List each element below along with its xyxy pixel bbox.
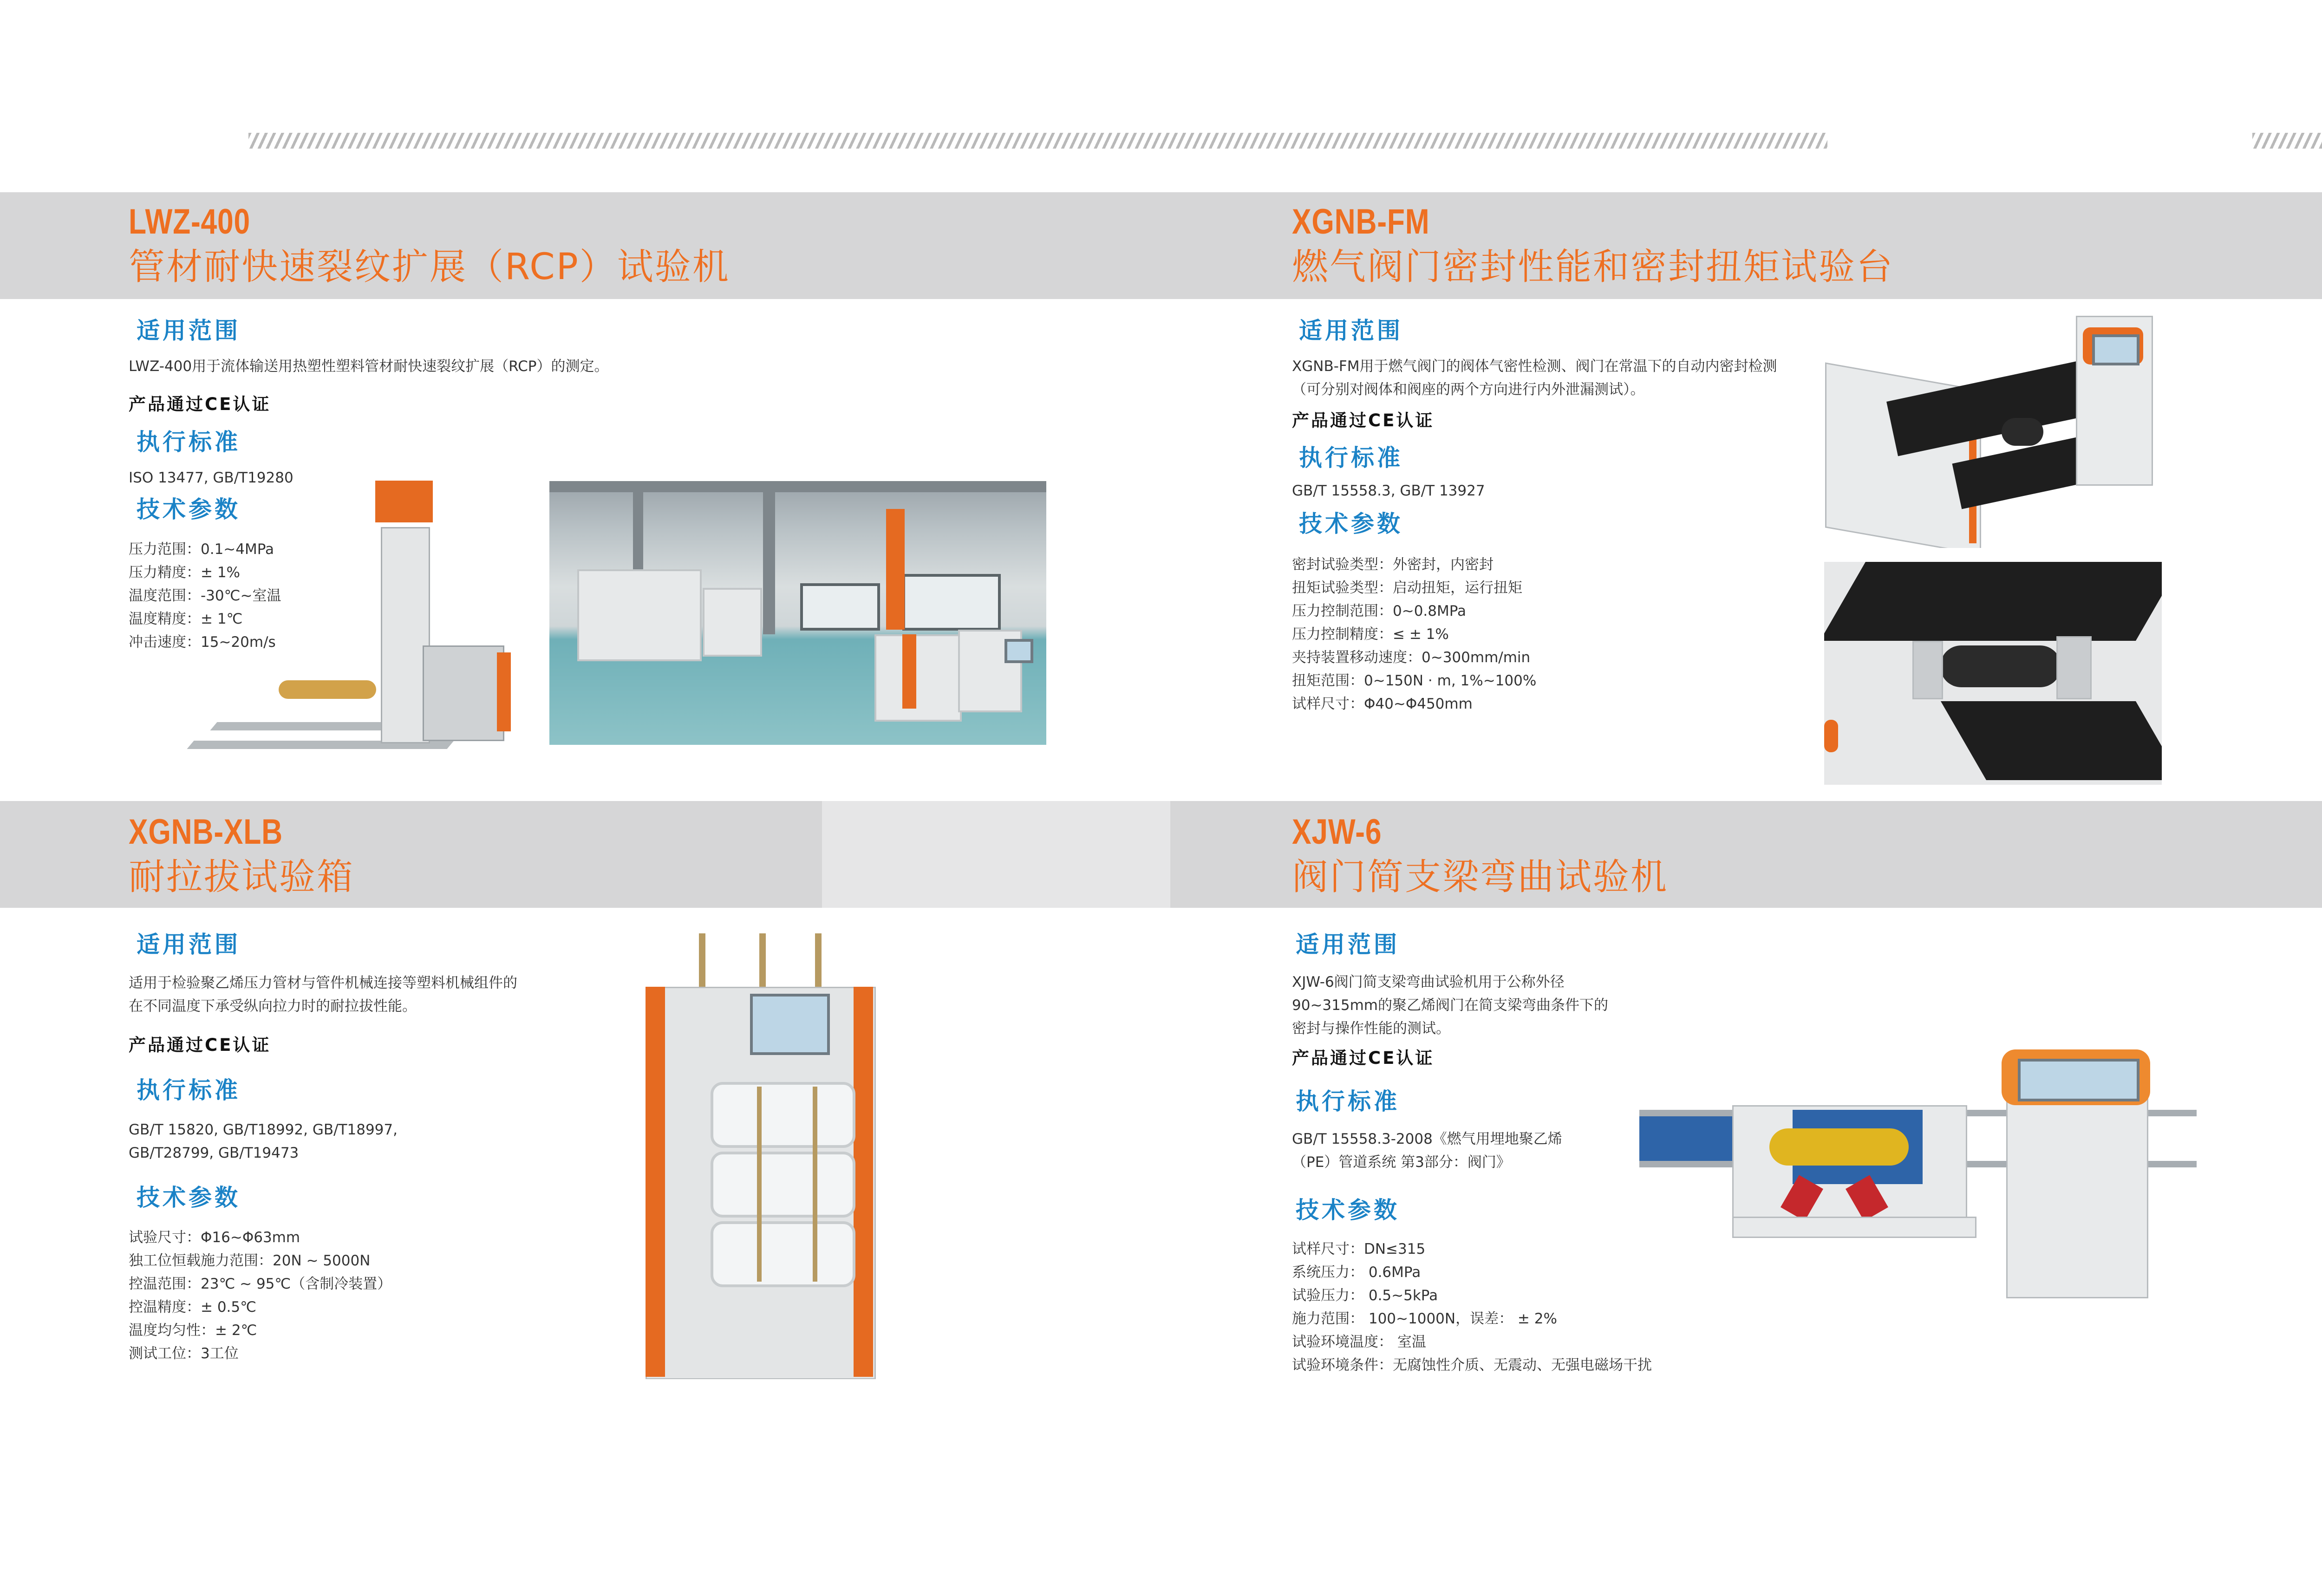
param-item: 试验压力： 0.5~5kPa	[1292, 1287, 1438, 1304]
scope-heading: 适用范围	[137, 931, 241, 958]
standard-heading: 执行标准	[137, 1077, 241, 1104]
param-item: 扭矩范围：0~150N · m, 1%~100%	[1292, 672, 1537, 689]
pullout-cabinet-image	[641, 933, 882, 1379]
param-item: 试验环境条件：无腐蚀性介质、无震动、无强电磁场干扰	[1292, 1357, 1652, 1374]
standard-text	[129, 1118, 398, 1165]
param-item: 系统压力： 0.6MPa	[1292, 1264, 1421, 1281]
ce-certified: 产品通过CE认证	[1292, 1048, 1435, 1068]
rcp-machine-image	[181, 481, 515, 778]
param-item: 施力范围： 100~1000N，误差： ± 2%	[1292, 1310, 1557, 1327]
param-item: 扭矩试验类型：启动扭矩，运行扭矩	[1292, 580, 1522, 596]
ce-certified: 产品通过CE认证	[129, 1035, 271, 1055]
header-band-bottom-mid	[822, 801, 1170, 908]
top-decorative-stripe-left	[248, 133, 1827, 149]
param-item: 控温精度：± 0.5℃	[129, 1299, 256, 1316]
product-model: XJW-6	[1292, 812, 1382, 852]
params-heading: 技术参数	[137, 1184, 241, 1211]
scope-text	[1292, 971, 1608, 1040]
param-item: 冲击速度：15~20m/s	[129, 634, 276, 651]
beam-bending-machine-image	[1639, 1040, 2206, 1309]
product-title: 耐拉拔试验箱	[129, 856, 355, 898]
standard-heading: 执行标准	[1299, 444, 1403, 471]
standard-line: GB/T 15558.3, GB/T 13927	[1292, 482, 1485, 499]
standard-line: ISO 13477, GB/T19280	[129, 469, 294, 486]
standard-text	[1292, 479, 1485, 502]
param-item: 测试工位：3工位	[129, 1345, 239, 1362]
param-item: 控温范围：23℃ ~ 95℃（含制冷装置）	[129, 1276, 392, 1292]
param-item: 压力控制范围：0~0.8MPa	[1292, 603, 1467, 619]
standard-line: GB/T 15820, GB/T18992, GB/T18997,	[129, 1121, 398, 1138]
standard-text	[1292, 1127, 1562, 1174]
ce-certified: 产品通过CE认证	[1292, 410, 1435, 430]
product-model: XGNB-FM	[1292, 202, 1430, 241]
param-item: 温度均匀性：± 2℃	[129, 1322, 257, 1339]
valve-closeup-photo	[1824, 562, 2162, 785]
ce-certified: 产品通过CE认证	[129, 394, 271, 414]
scope-line: 密封与操作性能的测试。	[1292, 1020, 1450, 1037]
params-list	[129, 1226, 391, 1365]
param-item: 温度精度：± 1℃	[129, 611, 243, 627]
param-item: 试样尺寸：Φ40~Φ450mm	[1292, 696, 1473, 712]
params-heading: 技术参数	[1296, 1197, 1400, 1224]
product-model: LWZ-400	[129, 202, 250, 241]
scope-text	[129, 355, 608, 378]
scope-line: XGNB-FM用于燃气阀门的阀体气密性检测、阀门在常温下的自动内密封检测	[1292, 358, 1777, 375]
header-band-bottom-left	[0, 801, 822, 908]
param-item: 压力精度：± 1%	[129, 564, 241, 581]
param-item: 试验环境温度： 室温	[1292, 1334, 1426, 1350]
valve-bench-image	[1825, 316, 2169, 548]
param-item: 压力范围：0.1~4MPa	[129, 541, 274, 558]
standard-heading: 执行标准	[1296, 1088, 1400, 1115]
param-item: 夹持装置移动速度：0~300mm/min	[1292, 649, 1531, 666]
param-item: 压力控制精度：≤ ± 1%	[1292, 626, 1449, 643]
params-heading: 技术参数	[1299, 510, 1403, 537]
scope-line: LWZ-400用于流体输送用热塑性塑料管材耐快速裂纹扩展（RCP）的测定。	[129, 358, 609, 375]
top-decorative-stripe-right	[2252, 133, 2322, 149]
params-heading: 技术参数	[137, 496, 241, 523]
param-item: 独工位恒载施力范围：20N ~ 5000N	[129, 1252, 371, 1269]
scope-line: （可分别对阀体和阀座的两个方向进行内外泄漏测试）。	[1292, 381, 1645, 398]
scope-line: 90~315mm的聚乙烯阀门在简支梁弯曲条件下的	[1292, 997, 1608, 1014]
standard-line: （PE）管道系统 第3部分：阀门》	[1292, 1154, 1511, 1171]
product-title: 燃气阀门密封性能和密封扭矩试验台	[1292, 246, 1894, 288]
params-list	[1292, 553, 1536, 716]
scope-heading: 适用范围	[1299, 317, 1403, 344]
scope-heading: 适用范围	[1296, 931, 1400, 958]
param-item: 密封试验类型：外密封，内密封	[1292, 556, 1494, 573]
standard-heading: 执行标准	[137, 429, 241, 456]
scope-line: 在不同温度下承受纵向拉力时的耐拉拔性能。	[129, 998, 417, 1015]
product-model: XGNB-XLB	[129, 812, 283, 852]
standard-line: GB/T 15558.3-2008《燃气用埋地聚乙烯	[1292, 1131, 1562, 1147]
scope-text	[1292, 355, 1777, 401]
product-title: 管材耐快速裂纹扩展（RCP）试验机	[129, 246, 730, 288]
scope-text	[129, 971, 517, 1018]
param-item: 试验尺寸：Φ16~Φ63mm	[129, 1229, 300, 1246]
factory-photo	[549, 481, 1046, 745]
scope-line: XJW-6阀门简支梁弯曲试验机用于公称外径	[1292, 974, 1565, 990]
param-item: 试样尺寸：DN≤315	[1292, 1241, 1426, 1257]
params-list	[1292, 1238, 1652, 1377]
scope-heading: 适用范围	[137, 317, 241, 344]
param-item: 温度范围：-30℃~室温	[129, 587, 281, 604]
scope-line: 适用于检验聚乙烯压力管材与管件机械连接等塑料机械组件的	[129, 975, 517, 991]
product-title: 阀门简支梁弯曲试验机	[1292, 856, 1669, 898]
standard-line: GB/T28799, GB/T19473	[129, 1145, 299, 1161]
